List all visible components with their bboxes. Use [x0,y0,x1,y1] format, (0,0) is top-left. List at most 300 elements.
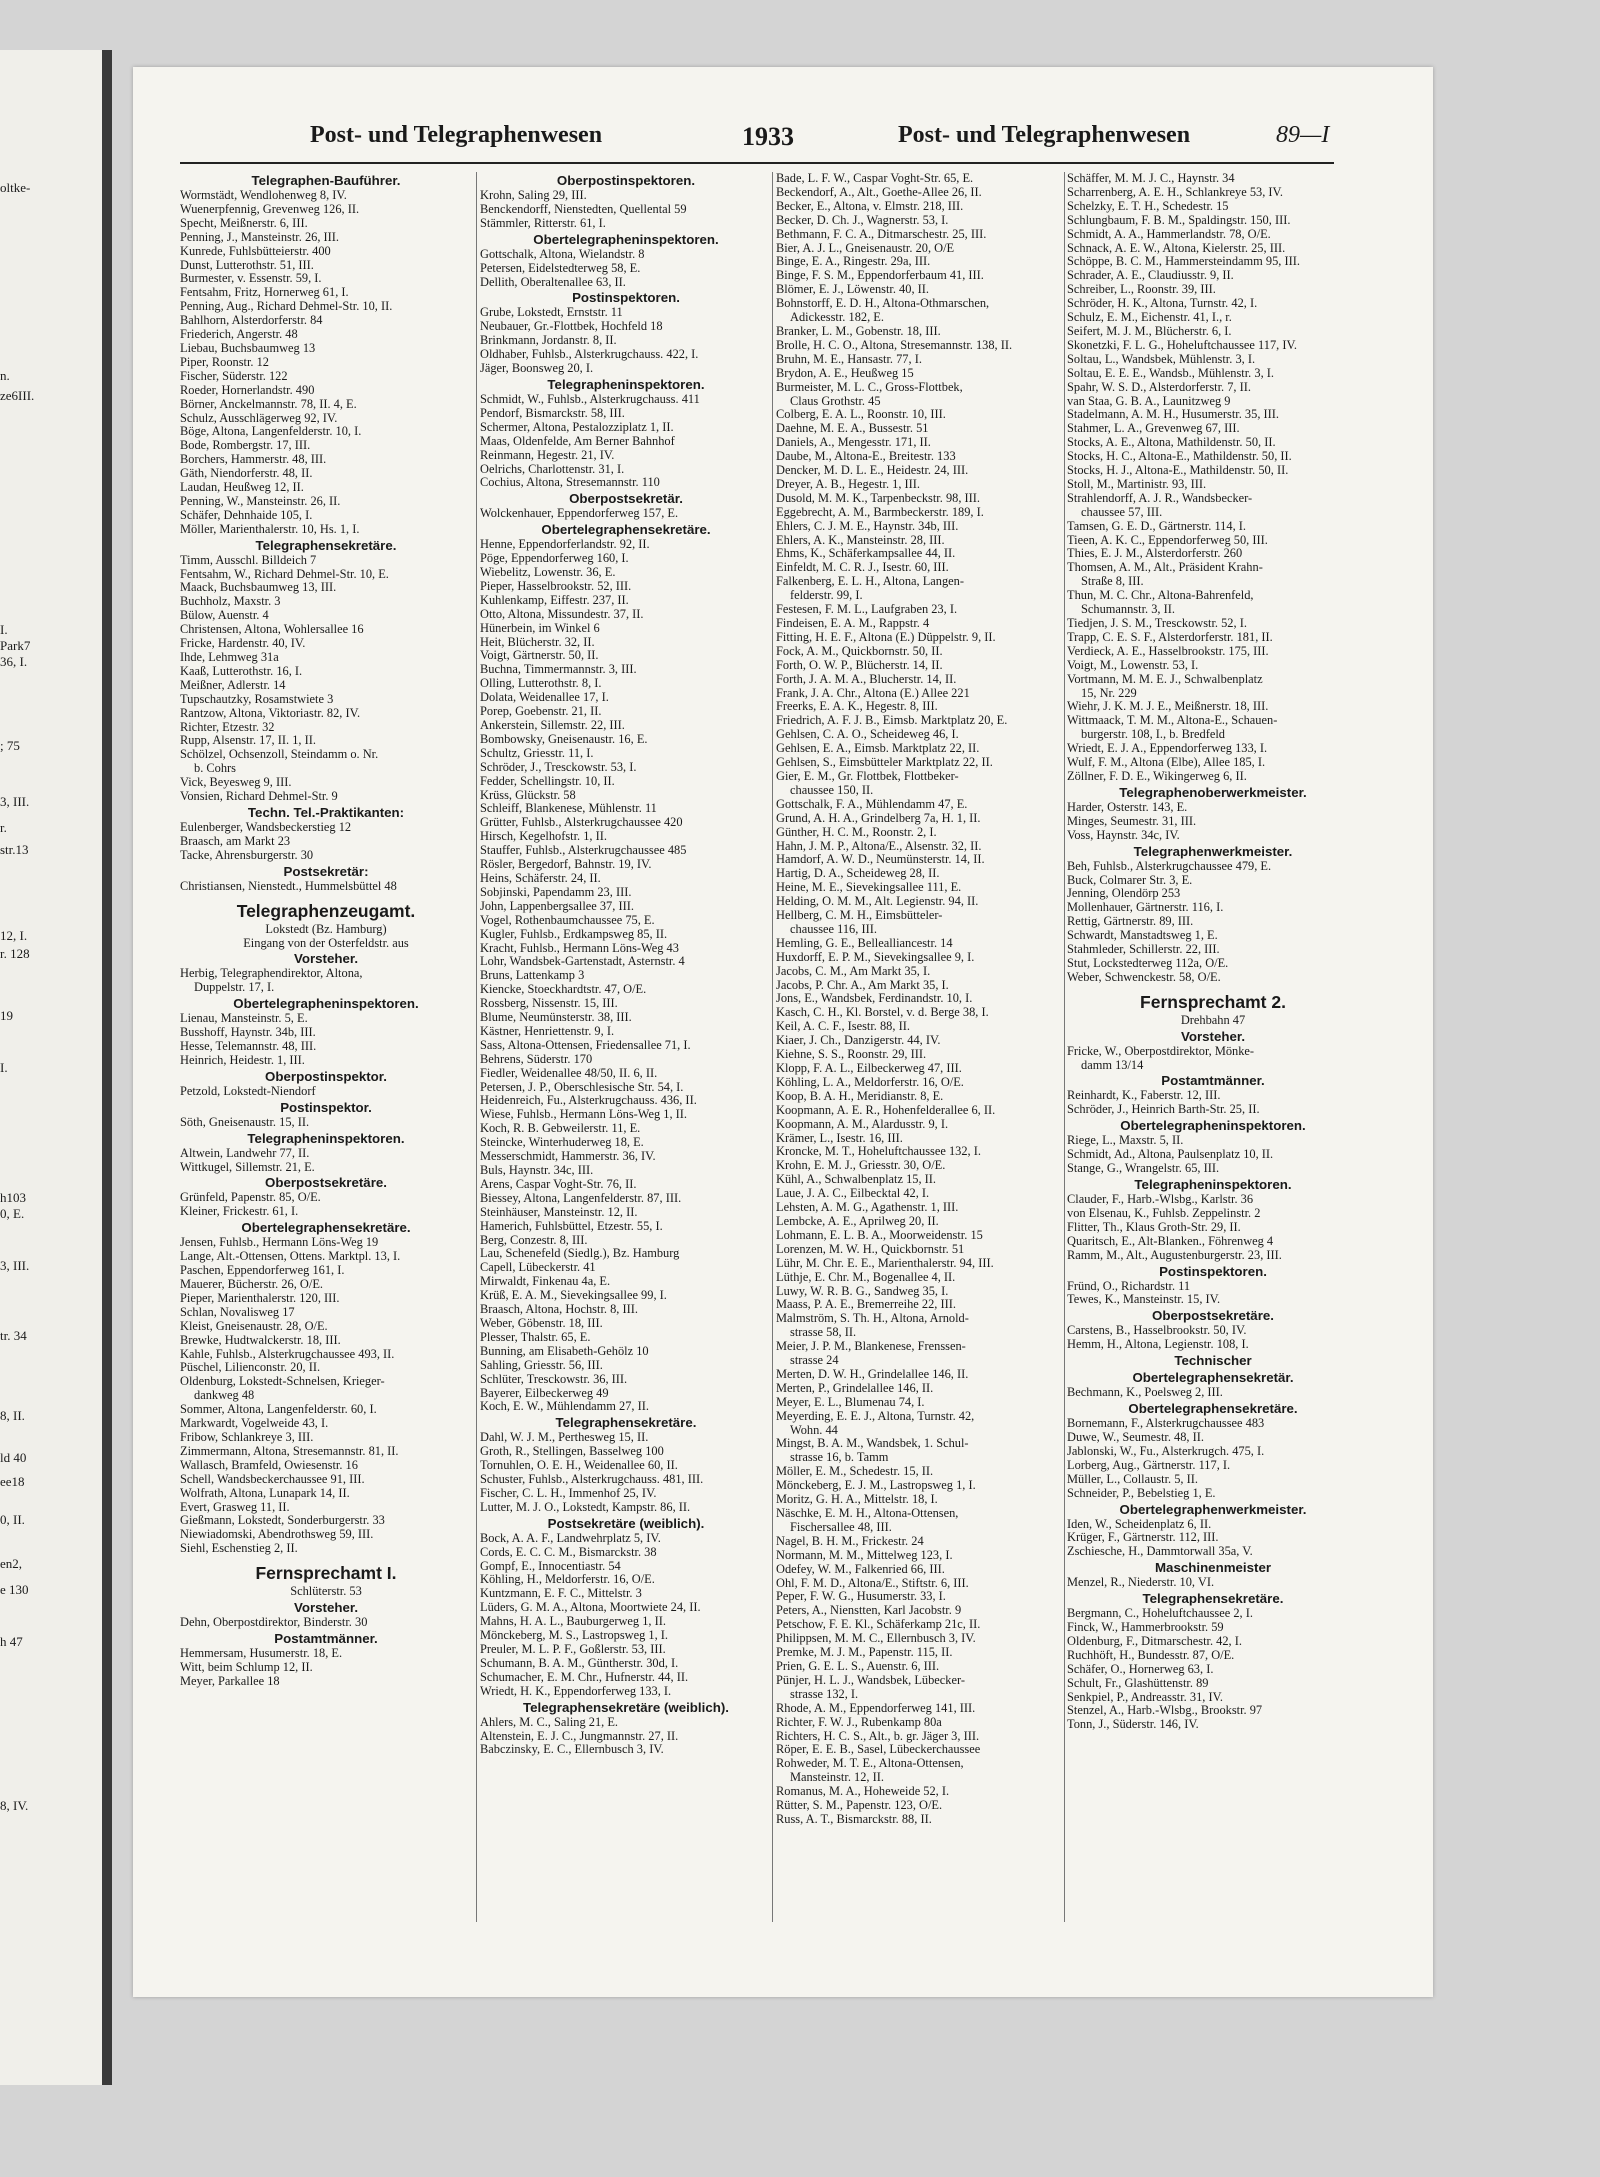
directory-entry: Stange, G., Wrangelstr. 65, III. [1067,1161,1220,1176]
directory-entry: Preuler, M. L. P. F., Goßlerstr. 53, III. [480,1642,666,1656]
section-heading: Postamtmänner. [1161,1073,1265,1089]
directory-entry: Grünfeld, Papenstr. 85, O/E. [180,1190,321,1205]
directory-entry: Henne, Eppendorferlandstr. 92, II. [480,537,650,552]
directory-entry: Näschke, E. M. H., Altona-Ottensen, [776,1506,959,1520]
directory-entry: Gießmann, Lokstedt, Sonderburgerstr. 33 [180,1513,385,1528]
directory-entry: Fiedler, Weidenallee 48/50, II. 6, II. [480,1065,658,1080]
directory-entry: Schulz, Ausschlägerweg 92, IV. [180,410,338,425]
directory-entry: Minges, Seumestr. 31, III. [1067,813,1197,828]
directory-entry: Püschel, Lilienconstr. 20, II. [180,1360,321,1375]
directory-entry: Schuster, Fuhlsb., Alsterkrugchauss. 481, III. [480,1472,704,1487]
directory-entry: Penning, Aug., Richard Dehmel-Str. 10, II. [180,299,393,314]
directory-entry: Bülow, Auenstr. 4 [180,608,269,623]
section-heading: Telegrapheninspektoren. [1134,1177,1292,1192]
directory-entry: Schäfer, O., Hornerweg 63, I. [1067,1661,1214,1676]
directory-entry: Christensen, Altona, Wohlersallee 16 [180,622,364,637]
directory-entry: Heinrich, Heidestr. 1, III. [180,1052,305,1067]
directory-entry: Lohmann, E. L. B. A., Moorweidenstr. 15 [776,1227,983,1242]
directory-entry: Evert, Grasweg 11, II. [180,1499,290,1514]
section-heading: Technischer [1174,1353,1252,1369]
directory-entry: Skonetzki, F. L. G., Hoheluftchaussee 117, IV. [1067,337,1297,352]
directory-entry: Jensen, Fuhlsb., Hermann Löns-Weg 19 [180,1235,379,1250]
directory-entry: Kugler, Fuhlsb., Erdkampsweg 85, II. [480,926,668,941]
directory-entry: Müller, L., Collaustr. 5, II. [1067,1471,1198,1486]
directory-entry: Stocks, H. C., Altona-E., Mathildenstr. 50, II. [1067,449,1292,464]
directory-entry: Rantzow, Altona, Viktoriastr. 82, IV. [180,705,361,720]
facing-page-fragment: r. [0,820,7,835]
directory-entry: Kahle, Fuhlsb., Alsterkrugchaussee 493, II. [180,1346,395,1361]
section-heading: Vorsteher. [293,1600,359,1616]
directory-entry: Groth, R., Stellingen, Basselweg 100 [480,1444,664,1459]
directory-entry: Kuntzmann, E. F. C., Mittelstr. 3 [480,1586,642,1601]
section-heading: Maschinenmeister [1154,1560,1272,1576]
directory-entry: Premke, M. J. M., Papenstr. 115, II. [776,1645,953,1660]
facing-page-fragment: ee18 [0,1474,25,1489]
directory-entry: Schultz, Griesstr. 11, I. [480,745,594,760]
directory-entry: Gehlsen, S., Eimsbütteler Marktplatz 22, II. [776,755,993,770]
directory-entry: Gottschalk, Altona, Wielandstr. 8 [480,246,645,261]
directory-entry: Altenstein, E. J. C., Jungmannstr. 27, II. [480,1728,679,1743]
directory-entry: Fischer, Süderstr. 122 [180,368,288,383]
directory-entry: Kiencke, Stoeckhardtstr. 47, O/E. [480,982,647,997]
directory-entry: Dolata, Weidenallee 17, I. [480,690,609,705]
section-heading: Telegrapheninspektoren. [247,1130,405,1146]
directory-entry: Burmeister, M. L. C., Gross-Flottbek, [776,379,963,394]
directory-entry: Vogel, Rothenbaumchaussee 75, E. [480,912,655,927]
directory-entry-continuation: Wohn. 44 [790,1422,838,1437]
directory-entry: Schleiff, Blankenese, Mühlenstr. 11 [480,801,657,816]
directory-entry: Binge, E. A., Ringestr. 29a, III. [776,254,931,269]
directory-entry: Heidenreich, Fu., Alsterkrugchauss. 436, II. [480,1093,697,1108]
directory-entry: Stadelmann, A. M. H., Husumerstr. 35, III. [1067,407,1279,422]
directory-entry-continuation: strasse 16, b. Tamm [790,1450,889,1465]
directory-entry: Petersen, Eidelstedterweg 58, E. [480,260,641,275]
directory-entry: Neubauer, Gr.-Flottbek, Hochfeld 18 [480,319,663,334]
directory-entry: Strahlendorff, A. J. R., Wandsbecker- [1067,490,1253,505]
directory-entry: Weber, Schwenckestr. 58, O/E. [1067,969,1221,984]
directory-entry: Schölzel, Ochsenzoll, Steindamm o. Nr. [180,747,379,762]
directory-entry: Schumacher, E. M. Chr., Hufnerstr. 44, II. [480,1669,689,1684]
directory-entry: Brinkmann, Jordanstr. 8, II. [480,333,617,348]
directory-entry: Spahr, W. S. D., Alsterdorferstr. 7, II. [1067,379,1251,394]
directory-entry: Bombowsky, Gneisenaustr. 16, E. [480,731,648,746]
directory-entry: Möller, E. M., Schedestr. 15, II. [776,1464,934,1479]
directory-entry: Fock, A. M., Quickbornstr. 50, II. [776,643,943,658]
directory-entry: Schöppe, B. C. M., Hammersteindamm 95, III. [1067,254,1300,269]
directory-entry: Findeisen, E. A. M., Rappstr. 4 [776,616,930,630]
directory-entry: Tieen, A. K. C., Eppendorferweg 50, III. [1067,532,1268,547]
directory-entry: Witt, beim Schlump 12, II. [180,1659,313,1674]
directory-entry: Quaritsch, E., Alt-Blanken., Föhrenweg 4 [1067,1233,1274,1248]
directory-entry: Lehsten, A. M. G., Agathenstr. 1, III. [776,1200,959,1215]
directory-entry: Jacobs, C. M., Am Markt 35, I. [776,963,931,978]
directory-entry-continuation: chaussee 116, III. [790,921,877,936]
directory-entry: Lutter, M. J. O., Lokstedt, Kampstr. 86, II. [480,1499,691,1514]
directory-entry-continuation: burgerstr. 108, I., b. Bredfeld [1081,727,1225,742]
directory-entry: Scharrenberg, A. E. H., Schlankreye 53, IV. [1067,184,1283,199]
column-divider [1064,172,1065,1922]
directory-entry: Gäth, Niendorferstr. 48, II. [180,466,313,481]
directory-entry: Bade, L. F. W., Caspar Voght-Str. 65, E. [776,172,974,185]
directory-entry: Wiese, Fuhlsb., Hermann Löns-Weg 1, II. [480,1107,688,1122]
header-rule [180,162,1334,164]
directory-entry: Gottschalk, F. A., Mühlendamm 47, E. [776,796,968,811]
directory-column-3 [776,172,1068,1992]
directory-entry: Kästner, Henriettenstr. 9, I. [480,1023,615,1038]
directory-entry: Carstens, B., Hasselbrookstr. 50, IV. [1067,1323,1247,1338]
directory-entry: Becker, E., Altona, v. Elmstr. 218, III. [776,198,964,213]
directory-entry: Schult, Fr., Glashüttenstr. 89 [1067,1675,1209,1690]
directory-entry-continuation: Fischersallee 48, III. [790,1519,892,1534]
directory-entry: Richter, F. W. J., Rubenkamp 80a [776,1714,942,1729]
directory-entry: Bruhn, M. E., Hansastr. 77, I. [776,351,922,366]
directory-entry: Friedrich, A. F. J. B., Eimsb. Marktplatz 20, E. [776,713,1008,728]
directory-entry: Vonsien, Richard Dehmel-Str. 9 [180,789,338,804]
directory-entry: John, Lappenbergsallee 37, III. [480,898,634,913]
directory-entry-continuation: Duppelstr. 17, I. [194,980,275,995]
directory-entry: Dreyer, A. B., Hegestr. 1, III. [776,476,921,491]
directory-entry: Tamsen, G. E. D., Gärtnerstr. 114, I. [1067,518,1246,533]
directory-entry: van Staa, G. B. A., Launitzweg 9 [1067,393,1231,408]
directory-entry-continuation: strasse 58, II. [790,1325,857,1340]
office-address: Drehbahn 47 [1180,1012,1246,1027]
directory-entry: Thomsen, A. M., Alt., Präsident Krahn- [1067,560,1263,575]
directory-entry: Koch, E. W., Mühlendamm 27, II. [480,1399,649,1414]
directory-entry: Reinhardt, K., Faberstr. 12, III. [1067,1088,1221,1103]
directory-entry: Tiedjen, J. S. M., Tresckowstr. 52, I. [1067,616,1247,630]
directory-entry: Röper, E. E. B., Sasel, Lübeckerchaussee [776,1742,981,1757]
directory-entry: Koopmann, A. E. R., Hohenfelderallee 6, II. [776,1102,996,1117]
directory-entry: Benckendorff, Nienstedten, Quellental 59 [480,201,687,216]
directory-entry: Heine, M. E., Sievekingsallee 111, E. [776,880,962,895]
directory-entry: Riege, L., Maxstr. 5, II. [1067,1133,1184,1148]
directory-entry: Kleiner, Frickestr. 61, I. [180,1204,299,1219]
directory-entry: Rütter, S. M., Papenstr. 123, O/E. [776,1798,943,1813]
directory-entry: Peters, A., Nienstten, Karl Jacobstr. 9 [776,1603,962,1618]
directory-entry: Rhode, A. M., Eppendorferweg 141, III. [776,1700,976,1715]
directory-entry: Wormstädt, Wendlohenweg 8, IV. [180,188,347,202]
section-heading: Telegrapheninspektoren. [547,376,705,392]
directory-entry: Lorenzen, M. W. H., Quickbornstr. 51 [776,1241,965,1256]
directory-entry: Maack, Buchsbaumweg 13, III. [180,580,337,595]
directory-entry-continuation: b. Cohrs [194,761,236,776]
section-heading: Obertelegraphensekretäre. [1128,1401,1298,1417]
facing-page-fragment: I. [0,1060,8,1075]
directory-entry: Tewes, K., Mansteinstr. 15, IV. [1067,1292,1221,1307]
directory-entry: Rettig, Gärtnerstr. 89, III. [1067,914,1194,929]
directory-entry: Zschiesche, H., Dammtorwall 35a, V. [1067,1544,1253,1559]
directory-entry: Laue, J. A. C., Eilbecktal 42, I. [776,1186,930,1201]
directory-entry: Ankerstein, Sillemstr. 22, III. [480,718,625,732]
section-heading: Telegraphen-Bauführer. [251,173,401,188]
directory-entry: Jenning, Olendörp 253 [1067,886,1181,901]
directory-entry: Brolle, H. C. O., Altona, Stresemannstr. 138, II. [776,337,1013,352]
section-heading: Postinspektoren. [1159,1263,1267,1279]
directory-entry: Wiebelitz, Lowenstr. 36, E. [480,565,616,580]
facing-page-fragment: ze6III. [0,388,35,403]
directory-entry: Einfeldt, M. C. R. J., Isestr. 60, III. [776,560,949,575]
directory-entry: Stocks, A. E., Altona, Mathildenstr. 50, II. [1067,435,1276,450]
directory-entry: Schneider, P., Bebelstieg 1, E. [1067,1485,1216,1500]
directory-entry: Eggebrecht, A. M., Barmbeckerstr. 189, I. [776,504,984,519]
directory-entry: Braasch, Altona, Hochstr. 8, III. [480,1302,638,1317]
facing-page-fragment: 0, E. [0,1206,25,1221]
directory-entry: Hellberg, C. M. H., Eimsbütteler- [776,908,943,923]
directory-entry: Finck, W., Hammerbrookstr. 59 [1067,1620,1224,1635]
directory-entry: Kroncke, M. T., Hoheluftchaussee 132, I. [776,1144,981,1159]
directory-entry: Wittkugel, Sillemstr. 21, E. [180,1159,315,1174]
directory-entry: Nagel, B. H. M., Frickestr. 24 [776,1533,924,1548]
directory-entry: Altwein, Landwehr 77, II. [180,1145,310,1160]
directory-entry: Söth, Gneisenaustr. 15, II. [180,1114,310,1129]
facing-page-fragment: ld 40 [0,1450,27,1465]
directory-entry: Freerks, E. A. K., Hegestr. 8, III. [776,699,938,714]
directory-entry: von Elsenau, K., Fuhlsb. Zeppelinstr. 2 [1067,1205,1261,1220]
directory-entry: Reinmann, Hegestr. 21, IV. [480,447,615,462]
directory-entry: Huxdorff, E. P. M., Sievekingsallee 9, I. [776,949,975,964]
section-heading: Telegraphensekretäre (weiblich). [523,1699,729,1715]
directory-entry: Plesser, Thalstr. 65, E. [480,1329,591,1344]
directory-entry: Koch, R. B. Gebweilerstr. 11, E. [480,1121,641,1136]
directory-entry: Hünerbein, im Winkel 6 [480,620,600,635]
directory-entry: Beckendorf, A., Alt., Goethe-Allee 26, II. [776,184,982,199]
directory-entry: Lau, Schenefeld (Siedlg.), Bz. Hamburg [480,1246,680,1261]
directory-entry: Sahling, Griesstr. 56, III. [480,1357,603,1372]
directory-entry: Günther, H. C. M., Roonstr. 2, I. [776,824,937,839]
facing-page-fragment: 36, I. [0,654,28,669]
facing-page-fragment: e 130 [0,1582,29,1597]
directory-entry: Hahn, J. M. P., Altona/E., Alsenstr. 32, II. [776,838,982,853]
section-heading: Telegraphensekretäre. [255,537,397,553]
directory-entry: Fedder, Schellingstr. 10, II. [480,773,615,788]
directory-entry: Maas, Oldenfelde, Am Berner Bahnhof [480,433,675,448]
directory-entry: Niewiadomski, Abendrothsweg 59, III. [180,1527,374,1542]
directory-entry: Dusold, M. M. K., Tarpenbeckstr. 98, III. [776,490,981,505]
directory-entry: Porep, Goebenstr. 21, II. [480,704,602,719]
directory-entry: Schnack, A. E. W., Altona, Kielerstr. 25, III. [1067,240,1286,255]
directory-entry: Piper, Roonstr. 12 [180,354,269,369]
directory-entry: Harder, Osterstr. 143, E. [1067,799,1188,814]
directory-entry: Daube, M., Altona-E., Breitestr. 133 [776,449,956,464]
directory-entry: Stahmleder, Schillerstr. 22, III. [1067,942,1220,957]
directory-entry: Gehlsen, E. A., Eimsb. Marktplatz 22, II. [776,741,980,756]
directory-entry-continuation: Adickesstr. 182, E. [790,310,884,325]
directory-entry: Kracht, Fuhlsb., Hermann Löns-Weg 43 [480,940,679,955]
directory-entry: Stämmler, Ritterstr. 61, I. [480,215,606,230]
directory-entry: Stoll, M., Martinistr. 93, III. [1067,476,1207,491]
section-heading: Oberpostsekretäre. [265,1175,387,1191]
directory-entry: Kiaer, J. Ch., Danzigerstr. 44, IV. [776,1033,941,1048]
directory-entry-continuation: Claus Grothstr. 45 [790,393,881,408]
directory-entry-continuation: damm 13/14 [1081,1057,1144,1072]
directory-entry: Becker, D. Ch. J., Wagnerstr. 53, I. [776,212,949,227]
directory-entry: Rösler, Bergedorf, Bahnstr. 19, IV. [480,857,652,872]
directory-entry: Ohl, F. M. D., Altona/E., Stiftstr. 6, III. [776,1575,969,1590]
directory-entry: Busshoff, Haynstr. 34b, III. [180,1025,316,1040]
directory-entry: Schröder, J., Heinrich Barth-Str. 25, II. [1067,1102,1260,1117]
office-address: Schlüterstr. 53 [290,1584,362,1599]
directory-entry: Bornemann, F., Alsterkrugchaussee 483 [1067,1416,1265,1431]
section-heading: Vorsteher. [293,951,359,967]
directory-entry: Köhling, H., Meldorferstr. 16, O/E. [480,1572,655,1587]
directory-entry: Braasch, am Markt 23 [180,833,291,848]
facing-page-fragment: tr. 34 [0,1328,27,1343]
directory-entry: Verdieck, A. E., Hasselbrookstr. 175, III. [1067,643,1269,658]
directory-entry: Hamerich, Fuhlsbüttel, Etzestr. 55, I. [480,1218,663,1233]
directory-entry: Wulf, F. M., Altona (Elbe), Allee 185, I. [1067,755,1266,770]
directory-entry: Lembcke, A. E., Aprilweg 20, II. [776,1213,939,1228]
facing-page-fragment: 12, I. [0,928,28,943]
directory-entry-continuation: dankweg 48 [194,1388,255,1403]
page-number: 89—I [1276,122,1330,148]
directory-entry: Merten, D. W. H., Grindelallee 146, II. [776,1366,969,1381]
directory-entry: Meyer, Parkallee 18 [180,1673,280,1688]
directory-entry: Oelrichs, Charlottenstr. 31, I. [480,461,625,476]
directory-entry: Mingst, B. A. M., Wandsbek, 1. Schul- [776,1436,969,1451]
directory-entry: Schermer, Altona, Pestalozziplatz 1, II. [480,419,674,434]
directory-entry: Jäger, Boonsweg 20, I. [480,361,594,376]
section-heading: Postinspektor. [280,1099,372,1115]
directory-entry: Stut, Lockstedterweg 112a, O/E. [1067,955,1229,970]
directory-entry: Ehms, K., Schäferkampsallee 44, II. [776,546,956,561]
directory-entry: Colberg, E. A. L., Roonstr. 10, III. [776,407,946,422]
directory-entry: Forth, O. W. P., Blücherstr. 14, II. [776,657,943,672]
directory-entry: Fricke, Hardenstr. 40, IV. [180,636,306,651]
directory-entry: Börner, Anckelmannstr. 78, II. 4, E. [180,396,357,411]
previous-page-strip [0,50,112,2085]
directory-entry-continuation: Mansteinstr. 12, II. [790,1770,884,1785]
directory-entry: Menzel, R., Niederstr. 10, VI. [1067,1575,1215,1590]
directory-entry: Köhling, L. A., Meldorferstr. 16, O/E. [776,1074,964,1089]
directory-entry: Lienau, Mansteinstr. 5, E. [180,1011,308,1026]
facing-page-fragment: str.13 [0,842,29,857]
section-heading: Oberpostinspektoren. [556,173,696,188]
directory-entry: Schrader, A. E., Claudiusstr. 9, II. [1067,268,1234,283]
directory-entry: Bode, Rombergstr. 17, III. [180,438,311,453]
directory-entry: Berg, Conzestr. 8, III. [480,1232,588,1247]
directory-entry: Wallasch, Bramfeld, Owiesenstr. 16 [180,1457,358,1472]
directory-entry: Babczinsky, E. C., Ellernbusch 3, IV. [480,1742,664,1757]
directory-entry: Kühl, A., Schwalbenplatz 15, II. [776,1172,937,1187]
directory-entry: Eulenberger, Wandsbeckerstieg 12 [180,819,352,834]
directory-entry: Arens, Caspar Voght-Str. 76, II. [480,1176,637,1191]
directory-entry: Paschen, Eppendorferweg 161, I. [180,1263,345,1278]
directory-entry: Ehlers, A. K., Mansteinstr. 28, III. [776,532,945,547]
directory-entry: Jons, E., Wandsbek, Ferdinandstr. 10, I. [776,991,973,1006]
section-heading: Obertelegraphenwerkmeister. [1119,1501,1307,1517]
directory-entry: Sass, Altona-Ottensen, Friedensallee 71, I. [480,1037,691,1052]
directory-entry: Bahlhorn, Alsterdorferstr. 84 [180,313,323,328]
directory-entry: Hirsch, Kegelhofstr. 1, II. [480,829,607,844]
directory-entry: Wittmaack, T. M. M., Altona-E., Schauen- [1067,713,1278,728]
directory-entry: Schlüter, Tresckowstr. 36, III. [480,1371,628,1386]
facing-page-fragment: n. [0,368,10,383]
directory-entry: Voigt, M., Lowenstr. 53, I. [1067,657,1199,672]
directory-entry: Tonn, J., Süderstr. 146, IV. [1067,1717,1199,1732]
directory-entry: Krüß, E. A. M., Sievekingsallee 99, I. [480,1288,667,1303]
directory-entry: Grütter, Fuhlsb., Alsterkrugchaussee 420 [480,815,683,830]
directory-entry: Stenzel, A., Harb.-Wlsbg., Brookstr. 97 [1067,1703,1263,1718]
section-heading: Telegraphensekretäre. [555,1415,697,1431]
directory-entry: Iden, W., Scheidenplatz 6, II. [1067,1516,1212,1531]
directory-entry-continuation: strasse 132, I. [790,1686,859,1701]
directory-entry: Frank, J. A. Chr., Altona (E.) Allee 221 [776,685,970,700]
directory-entry: Hamdorf, A. W. D., Neumünsterstr. 14, II. [776,852,985,867]
directory-entry: Trapp, C. E. S. F., Alsterdorferstr. 181, II. [1067,629,1273,644]
section-heading: Postsekretär: [283,863,369,879]
directory-entry: Lange, Alt.-Ottensen, Ottens. Marktpl. 13, I. [180,1249,401,1264]
directory-entry: Meyerding, E. E. J., Altona, Turnstr. 42, [776,1408,975,1423]
directory-entry: Pöge, Eppendorferweg 160, I. [480,551,629,566]
facing-page-fragment: 3, III. [0,794,30,809]
header-right-title: Post- und Telegraphenwesen [898,122,1191,148]
facing-page-fragment: h 47 [0,1634,23,1649]
directory-entry: Heit, Blücherstr. 32, II. [480,634,595,649]
directory-entry: Gier, E. M., Gr. Flottbek, Flottbeker- [776,768,959,783]
directory-entry: Maass, P. A. E., Bremerreihe 22, III. [776,1297,956,1312]
facing-page-fragment: Park7 [0,638,31,653]
directory-entry: Fentsahm, W., Richard Dehmel-Str. 10, E. [180,566,389,581]
directory-entry: Buls, Haynstr. 34c, III. [480,1163,594,1177]
directory-entry: Pieper, Marienthalerstr. 120, III. [180,1290,340,1305]
directory-entry: Malmström, S. Th. H., Altona, Arnold- [776,1311,969,1326]
directory-entry: Krohn, Saling 29, III. [480,188,587,202]
directory-entry: Falkenberg, E. L. H., Altona, Langen- [776,574,964,589]
directory-entry: Burmester, v. Essenstr. 59, I. [180,271,322,286]
directory-entry: Brydon, A. E., Heußweg 15 [776,365,914,380]
book-gutter [102,50,112,2085]
directory-entry: Soltau, L., Wandsbek, Mühlenstr. 3, I. [1067,351,1256,366]
directory-entry: Grube, Lokstedt, Ernststr. 11 [480,305,623,320]
directory-entry: Richters, H. C. S., Alt., b. gr. Jäger 3, III. [776,1728,980,1743]
directory-entry: Bethmann, F. C. A., Ditmarschestr. 25, III. [776,226,987,241]
facing-page-fragment: ; 75 [0,738,20,753]
directory-entry: Koopmann, A. M., Alardusstr. 9, I. [776,1116,949,1131]
directory-entry: Schumann, B. A. M., Güntherstr. 30d, I. [480,1655,679,1670]
directory-entry: Petschow, F. E. Kl., Schäferkamp 21c, II. [776,1617,981,1632]
section-heading: Postinspektoren. [572,290,680,306]
directory-entry: Behrens, Süderstr. 170 [480,1051,593,1066]
directory-entry: Friederich, Angerstr. 48 [180,327,298,342]
directory-entry: Philippsen, M. M. C., Ellernbusch 3, IV. [776,1631,976,1646]
directory-entry: Sommer, Altona, Langenfelderstr. 60, I. [180,1402,377,1417]
directory-entry: Lüthje, E. Chr. M., Bogenallee 4, II. [776,1269,956,1284]
directory-entry: Buchholz, Maxstr. 3 [180,594,281,609]
directory-entry: Kunrede, Fuhlsbütteierstr. 400 [180,243,331,258]
directory-entry: Beh, Fuhlsb., Alsterkrugchaussee 479, E. [1067,858,1272,873]
section-heading: Telegraphensekretäre. [1142,1591,1284,1607]
directory-entry: Wolfrath, Altona, Lunapark 14, II. [180,1485,350,1500]
directory-entry: Penning, J., Mansteinstr. 26, III. [180,229,340,244]
directory-entry: Hemling, G. E., Bellealliancestr. 14 [776,935,953,950]
directory-entry: Thies, E. J. M., Alsterdorferstr. 260 [1067,546,1243,561]
directory-entry: Böge, Altona, Langenfelderstr. 10, I. [180,424,362,439]
directory-entry: Schulz, E. M., Eichenstr. 41, I., r. [1067,310,1232,325]
directory-entry: Grund, A. H. A., Grindelberg 7a, H. 1, II. [776,810,981,825]
directory-entry: Buchna, Timmermannstr. 3, III. [480,662,637,677]
column-divider [772,172,773,1922]
office-address: Lokstedt (Bz. Hamburg) [265,921,387,936]
directory-entry: Fentsahm, Fritz, Hornerweg 61, I. [180,285,349,300]
directory-entry: Schäffer, M. M. J. C., Haynstr. 34 [1067,172,1235,185]
directory-entry: Liebau, Buchsbaumweg 13 [180,340,316,355]
directory-entry: Tacke, Ahrensburgerstr. 30 [180,847,314,862]
directory-entry: Ruchhöft, H., Bundesstr. 87, O/E. [1067,1647,1235,1662]
directory-entry: Hartig, D. A., Scheideweg 28, II. [776,866,940,881]
facing-page-fragment: 8, II. [0,1408,25,1423]
directory-entry-continuation: 15, Nr. 229 [1081,685,1137,700]
directory-entry: Mollenhauer, Gärtnerstr. 116, I. [1067,900,1224,915]
